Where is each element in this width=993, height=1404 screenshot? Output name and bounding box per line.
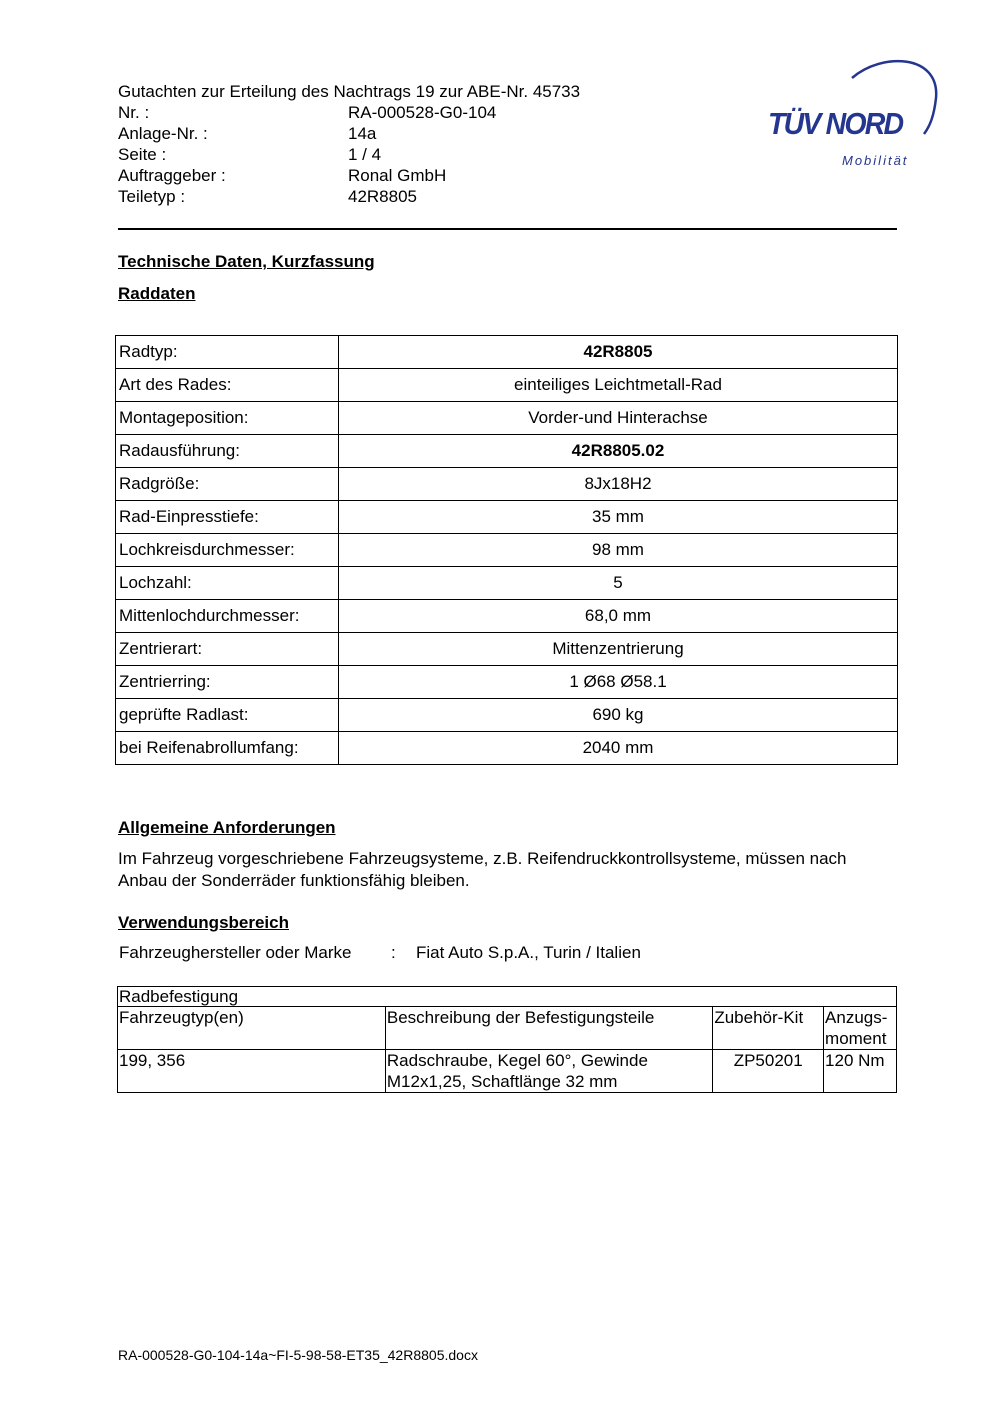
header-row (118, 186, 496, 207)
usage-value: Fiat Auto S.p.A., Turin / Italien (416, 943, 641, 962)
header-label: Auftraggeber : (118, 166, 226, 185)
header-label: Anlage-Nr. : (118, 124, 208, 143)
table-row (116, 435, 898, 468)
col-header: Beschreibung der Befestigungsteile (385, 1007, 712, 1050)
header-divider (118, 228, 897, 230)
logo-wordmark: TÜV NORD (768, 106, 903, 141)
row-value: 8Jx18H2 (339, 468, 898, 501)
wheel-data-table (115, 335, 898, 765)
table-cell: 199, 356 (118, 1050, 386, 1093)
table-row (116, 666, 898, 699)
table-row (116, 567, 898, 600)
row-value: 35 mm (339, 501, 898, 534)
section-title: Technische Daten, Kurzfassung (118, 252, 375, 271)
footer-filename: RA-000528-G0-104-14a~FI-5-98-58-ET35_42R8805.docx (118, 1347, 478, 1363)
row-value: Mittenzentrierung (339, 633, 898, 666)
row-label: bei Reifenabrollumfang: (116, 732, 339, 765)
usage-line (119, 943, 641, 963)
header-label: Nr. : (118, 103, 150, 122)
header-label: Teiletyp : (118, 187, 186, 206)
header-value: 1 / 4 (348, 145, 382, 164)
table-row (116, 699, 898, 732)
header-row (118, 123, 496, 144)
tuv-nord-logo (762, 56, 942, 171)
row-label: Lochkreisdurchmesser: (116, 534, 339, 567)
header-value: Ronal GmbH (348, 166, 447, 185)
col-header: Fahrzeugtyp(en) (118, 1007, 386, 1050)
mounting-header-row (118, 1007, 897, 1050)
row-label: Radgröße: (116, 468, 339, 501)
requirements-title: Allgemeine Anforderungen (118, 818, 336, 837)
table-cell: 120 Nm (824, 1050, 897, 1093)
table-cell: Radschraube, Kegel 60°, Gewinde M12x1,25, Schaftlänge 32 mm (385, 1050, 712, 1093)
section-subtitle: Raddaten (118, 284, 196, 303)
row-label: Radtyp: (116, 336, 339, 369)
row-label: Radausführung: (116, 435, 339, 468)
row-value: 5 (339, 567, 898, 600)
usage-title: Verwendungsbereich (118, 913, 289, 932)
usage-colon: : (391, 943, 396, 962)
col-header: Anzugs-moment (824, 1007, 897, 1050)
usage-label: Fahrzeughersteller oder Marke (119, 943, 352, 962)
row-label: Mittenlochdurchmesser: (116, 600, 339, 633)
row-value: 42R8805 (339, 336, 898, 369)
header-label: Seite : (118, 145, 167, 164)
mounting-table (117, 986, 897, 1093)
table-row (118, 1050, 897, 1093)
table-row (116, 336, 898, 369)
row-value: 1 Ø68 Ø58.1 (339, 666, 898, 699)
row-label: Lochzahl: (116, 567, 339, 600)
table-cell: ZP50201 (713, 1050, 824, 1093)
table-row (116, 501, 898, 534)
table-row (116, 600, 898, 633)
table-row (116, 468, 898, 501)
row-label: Zentrierring: (116, 666, 339, 699)
mounting-caption: Radbefestigung (118, 987, 897, 1007)
header-row (118, 102, 496, 123)
row-label: Montageposition: (116, 402, 339, 435)
row-value: einteiliges Leichtmetall-Rad (339, 369, 898, 402)
requirements-text: Im Fahrzeug vorgeschriebene Fahrzeugsysteme, z.B. Reifendruckkontrollsysteme, müssen nach Anbau der Sonderräder funktionsfähig bleiben. (118, 849, 847, 890)
table-row (116, 402, 898, 435)
table-row (116, 534, 898, 567)
logo-subtitle: Mobilität (842, 153, 909, 168)
header-value: 42R8805 (348, 187, 418, 206)
header-value: 14a (348, 124, 377, 143)
row-value: 2040 mm (339, 732, 898, 765)
table-row (116, 732, 898, 765)
table-row (116, 369, 898, 402)
document-title: Gutachten zur Erteilung des Nachtrags 19 zur ABE-Nr. 45733 (118, 82, 581, 101)
row-label: Zentrierart: (116, 633, 339, 666)
row-value: 690 kg (339, 699, 898, 732)
row-value: 42R8805.02 (339, 435, 898, 468)
row-value: 98 mm (339, 534, 898, 567)
header-info (118, 102, 496, 207)
header-row (118, 144, 496, 165)
header-value: RA-000528-G0-104 (348, 103, 497, 122)
row-value: Vorder-und Hinterachse (339, 402, 898, 435)
row-label: Rad-Einpresstiefe: (116, 501, 339, 534)
row-value: 68,0 mm (339, 600, 898, 633)
mounting-caption-row (118, 987, 897, 1007)
row-label: geprüfte Radlast: (116, 699, 339, 732)
row-label: Art des Rades: (116, 369, 339, 402)
header-row (118, 165, 496, 186)
col-header: Zubehör-Kit (713, 1007, 824, 1050)
table-row (116, 633, 898, 666)
